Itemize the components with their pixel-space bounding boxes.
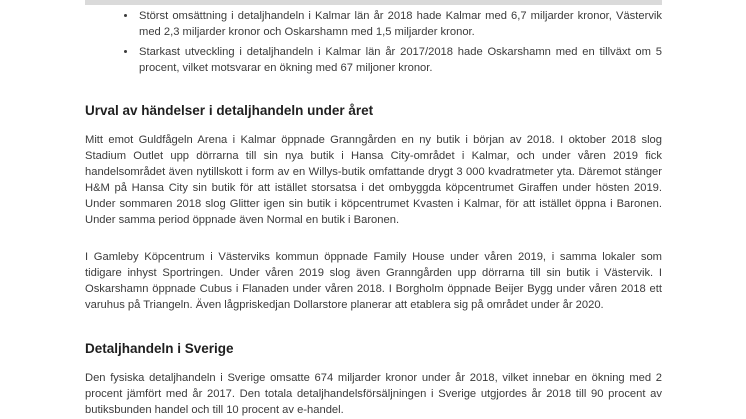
bullet-item: • Störst omsättning i detaljhandeln i Kalmar län år 2018 hade Kalmar med 6,7 miljarder kronor, Västervik med 2,3 miljarder kronor och Oskarshamn med 1,5 miljarder kronor. bbox=[137, 8, 662, 40]
paragraph: Mitt emot Guldfågeln Arena i Kalmar öppnade Granngården en ny butik i början av 2018. I oktober 2018 slog Stadium Outlet upp dörrarna till sin nya butik i Hansa City-området i Kalmar, och under våren 2019 fick handelsområdet även nytillskott i form av en Willys-butik omfattande drygt 3 000 kvadratmeter yta. Däremot stänger H&M på Hansa City sin butik för att istället storsatsa i det ombyggda köpcentrumet Giraffen under hösten 2019. Under sommaren 2018 slog Glitter igen sin butik i köpcentrumet Kvasten i Kalmar, för att istället öppna i Baronen. Under samma period öppnade även Normal en butik i Baronen. bbox=[85, 134, 662, 226]
document-content bbox=[85, 5, 662, 418]
section-heading-events: Urval av händelser i detaljhandeln under året bbox=[85, 103, 374, 118]
section-heading-sweden: Detaljhandeln i Sverige bbox=[85, 341, 234, 356]
paragraph: Den fysiska detaljhandeln i Sverige omsatte 674 miljarder kronor under år 2018, vilket innebar en ökning med 2 procent jämfört med år 2017. Den totala detaljhandelsförsäljningen i Sverige utgjordes år 2018 till 90 procent av butiksbunden handel och till 10 procent av e-handel. bbox=[85, 372, 662, 416]
summary-bullet-list bbox=[85, 8, 662, 76]
bullet-item: • Starkast utveckling i detaljhandeln i Kalmar län år 2017/2018 hade Oskarshamn med en tillväxt om 5 procent, vilket motsvarar en ökning med 67 miljoner kronor. bbox=[137, 44, 662, 76]
paragraph: I Gamleby Köpcentrum i Västerviks kommun öppnade Family House under våren 2019, i samma lokaler som tidigare inhyst Sportringen. Under våren 2019 slog även Granngården upp dörrarna till sin butik i Västervik. I Oskarshamn öppnade Cubus i Flanaden under våren 2018. I Borgholm öppnade Beijer Bygg under våren 2018 ett varuhus på Triangeln. Även lågpriskedjan Dollarstore planerar att etablera sig på området under år 2020. bbox=[85, 251, 662, 311]
